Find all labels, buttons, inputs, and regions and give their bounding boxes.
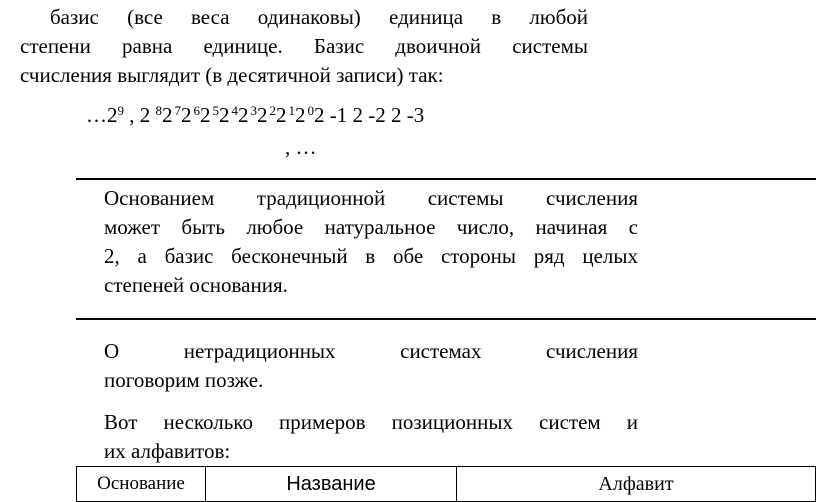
series-lead: …2 bbox=[86, 103, 118, 127]
nontrad-paragraph bbox=[104, 337, 638, 395]
series-term-exponent: 0 bbox=[307, 103, 314, 118]
series-term-exponent: 5 bbox=[212, 103, 219, 118]
examples-line-1: Вот несколько примеров позиционных систем и bbox=[104, 410, 638, 434]
binary-basis-series bbox=[86, 99, 426, 127]
series-term bbox=[175, 103, 192, 127]
examples-line-2: их алфавитов: bbox=[104, 439, 231, 463]
header-alphabet: Алфавит bbox=[457, 467, 816, 502]
series-term bbox=[156, 103, 173, 127]
series-tail: , … bbox=[285, 135, 317, 159]
series-term-exponent: 2 bbox=[269, 103, 276, 118]
series-term bbox=[251, 103, 268, 127]
header-base: Основание bbox=[77, 467, 206, 502]
intro-paragraph bbox=[20, 3, 588, 90]
base-line-3: 2, а базис бесконечный в обе стороны ряд целых bbox=[104, 244, 638, 268]
series-term-base: 2 bbox=[238, 103, 249, 127]
nontrad-line-1: О нетрадиционных системах счисления bbox=[104, 339, 638, 363]
series-term-exponent: 1 bbox=[288, 103, 295, 118]
series-term bbox=[213, 103, 230, 127]
number-systems-table bbox=[76, 466, 816, 502]
intro-line-2: степени равна единице. Базис двоичной системы bbox=[20, 34, 588, 58]
series-term-base: 2 bbox=[219, 103, 230, 127]
horizontal-rule-1 bbox=[76, 178, 816, 180]
series-terms bbox=[156, 103, 427, 127]
base-line-4: степеней основания. bbox=[104, 273, 288, 297]
series-term-exponent: 4 bbox=[231, 103, 238, 118]
series-term-exponent: 7 bbox=[174, 103, 181, 118]
series-separator: , 2 bbox=[129, 103, 151, 127]
series-term bbox=[194, 103, 211, 127]
series-term-base: 2 bbox=[181, 103, 192, 127]
series-term-base: 2 bbox=[276, 103, 287, 127]
base-paragraph bbox=[104, 184, 638, 300]
series-term-base: 2 bbox=[200, 103, 211, 127]
base-line-1: Основанием традиционной системы счисления bbox=[104, 186, 638, 210]
horizontal-rule-2 bbox=[76, 318, 816, 320]
series-term bbox=[232, 103, 249, 127]
series-term bbox=[289, 103, 306, 127]
examples-paragraph bbox=[104, 408, 638, 466]
series-term-exponent: 8 bbox=[155, 103, 162, 118]
series-term-base: 2 -1 2 -2 2 -3 bbox=[314, 103, 425, 127]
series-term-exponent: 3 bbox=[250, 103, 257, 118]
intro-line-3: счисления выглядит (в десятичной записи) так: bbox=[20, 63, 444, 87]
series-term bbox=[270, 103, 287, 127]
series-term-exponent: 6 bbox=[193, 103, 200, 118]
intro-line-1: базис (все веса одинаковы) единица в любой bbox=[50, 5, 588, 29]
nontrad-line-2: поговорим позже. bbox=[104, 368, 264, 392]
header-name: Название bbox=[206, 467, 457, 502]
series-term-base: 2 bbox=[162, 103, 173, 127]
series-term bbox=[308, 103, 425, 127]
series-term-base: 2 bbox=[295, 103, 306, 127]
base-line-2: может быть любое натуральное число, начиная с bbox=[104, 215, 638, 239]
series-term-base: 2 bbox=[257, 103, 268, 127]
table-header-row bbox=[77, 467, 816, 502]
series-lead-exponent: 9 bbox=[117, 103, 124, 118]
